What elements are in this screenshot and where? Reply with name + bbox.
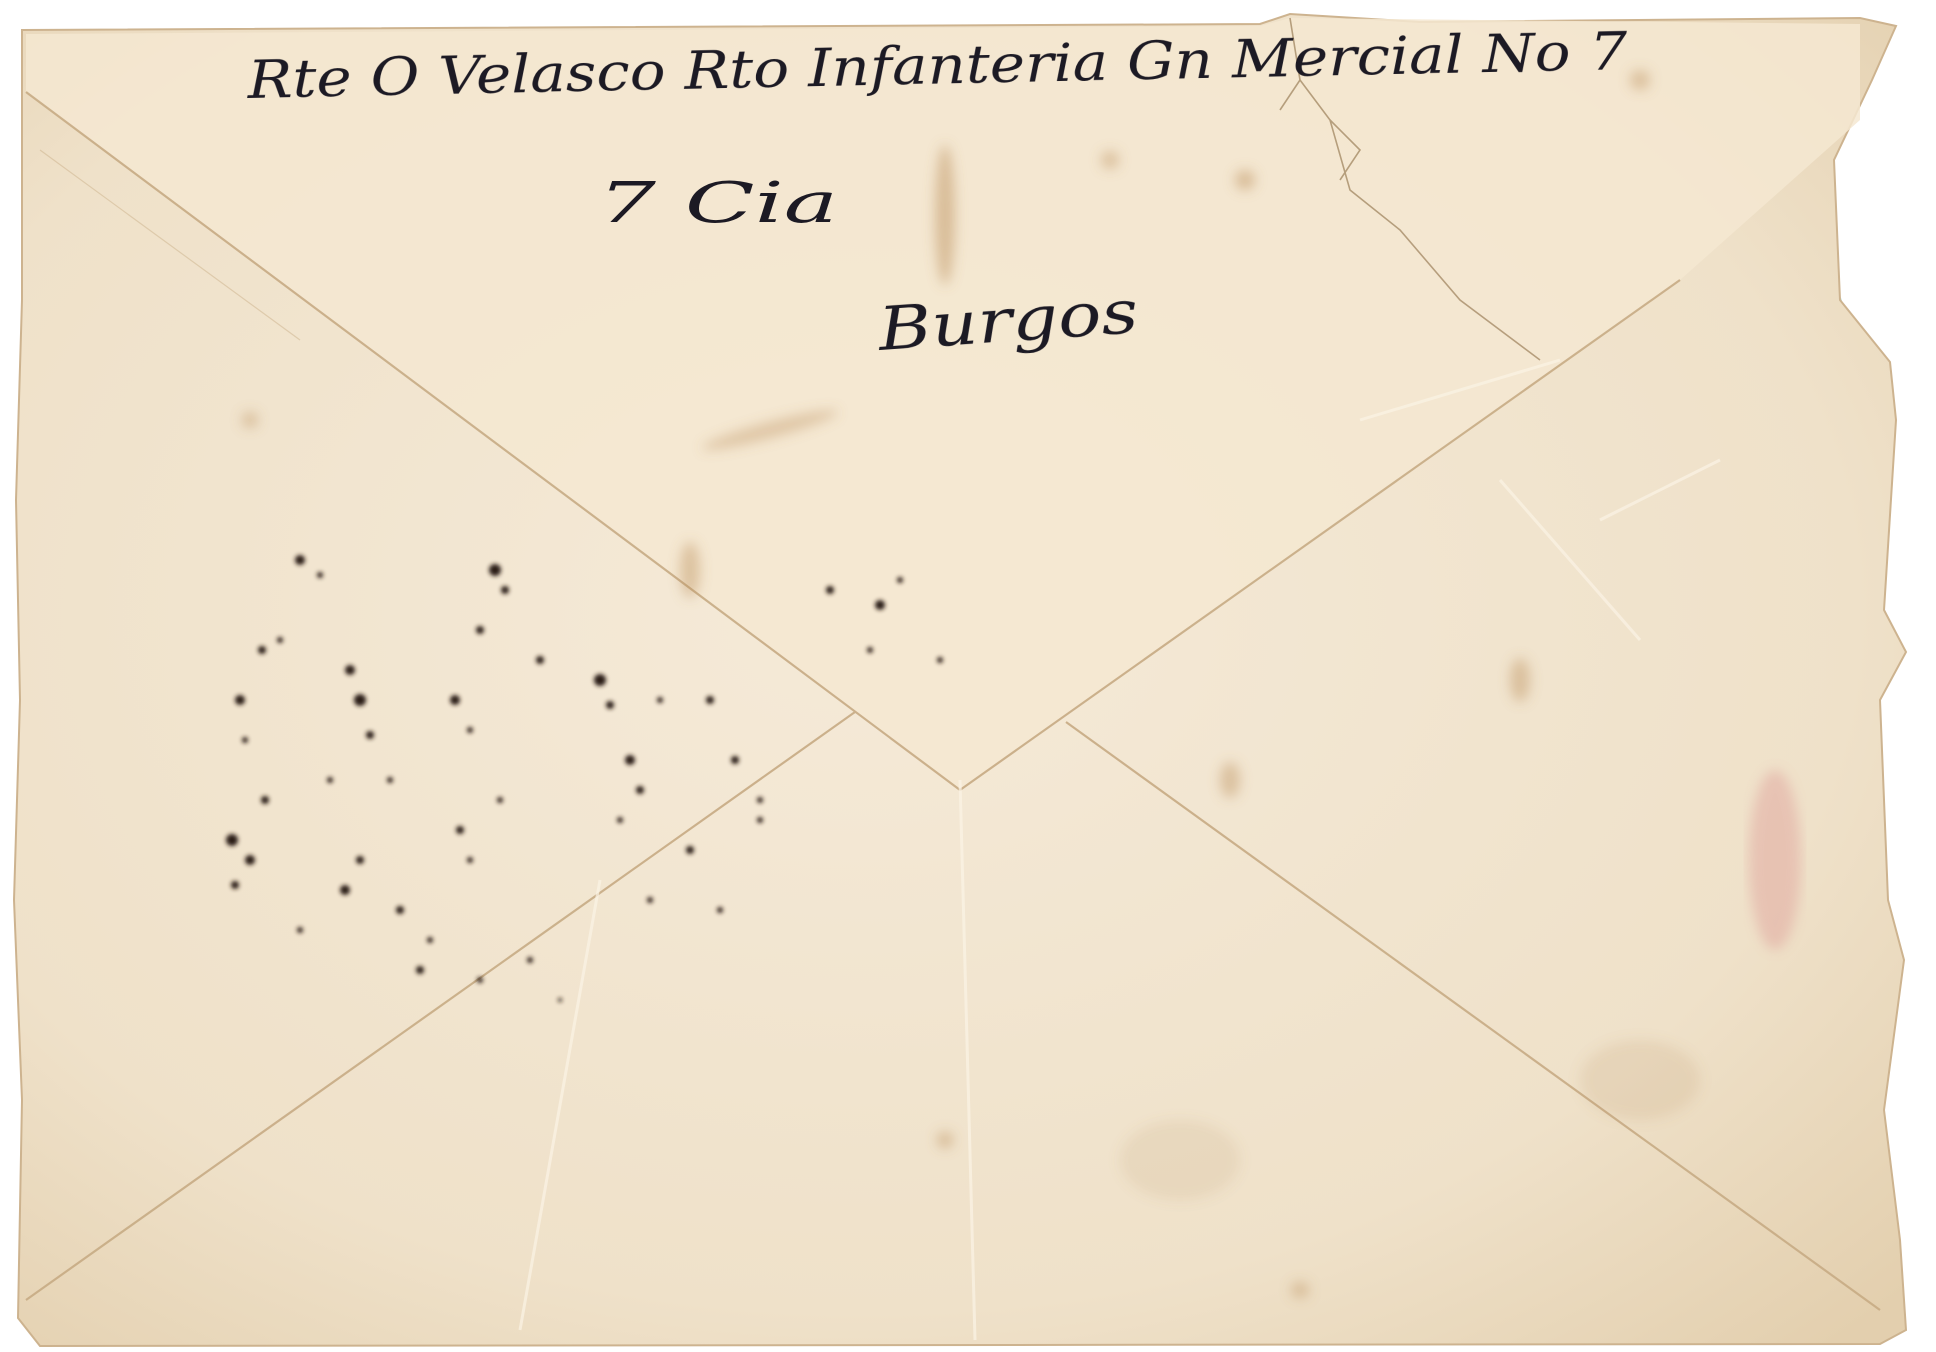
return-address-line1: Rte O Velasco Rto Infanteria Gn Mercial No 7 (247, 25, 1453, 111)
return-address-line3: Burgos (876, 280, 1098, 365)
red-tint-mark (1749, 770, 1801, 950)
return-address-line2: 7 Cia (598, 171, 838, 236)
